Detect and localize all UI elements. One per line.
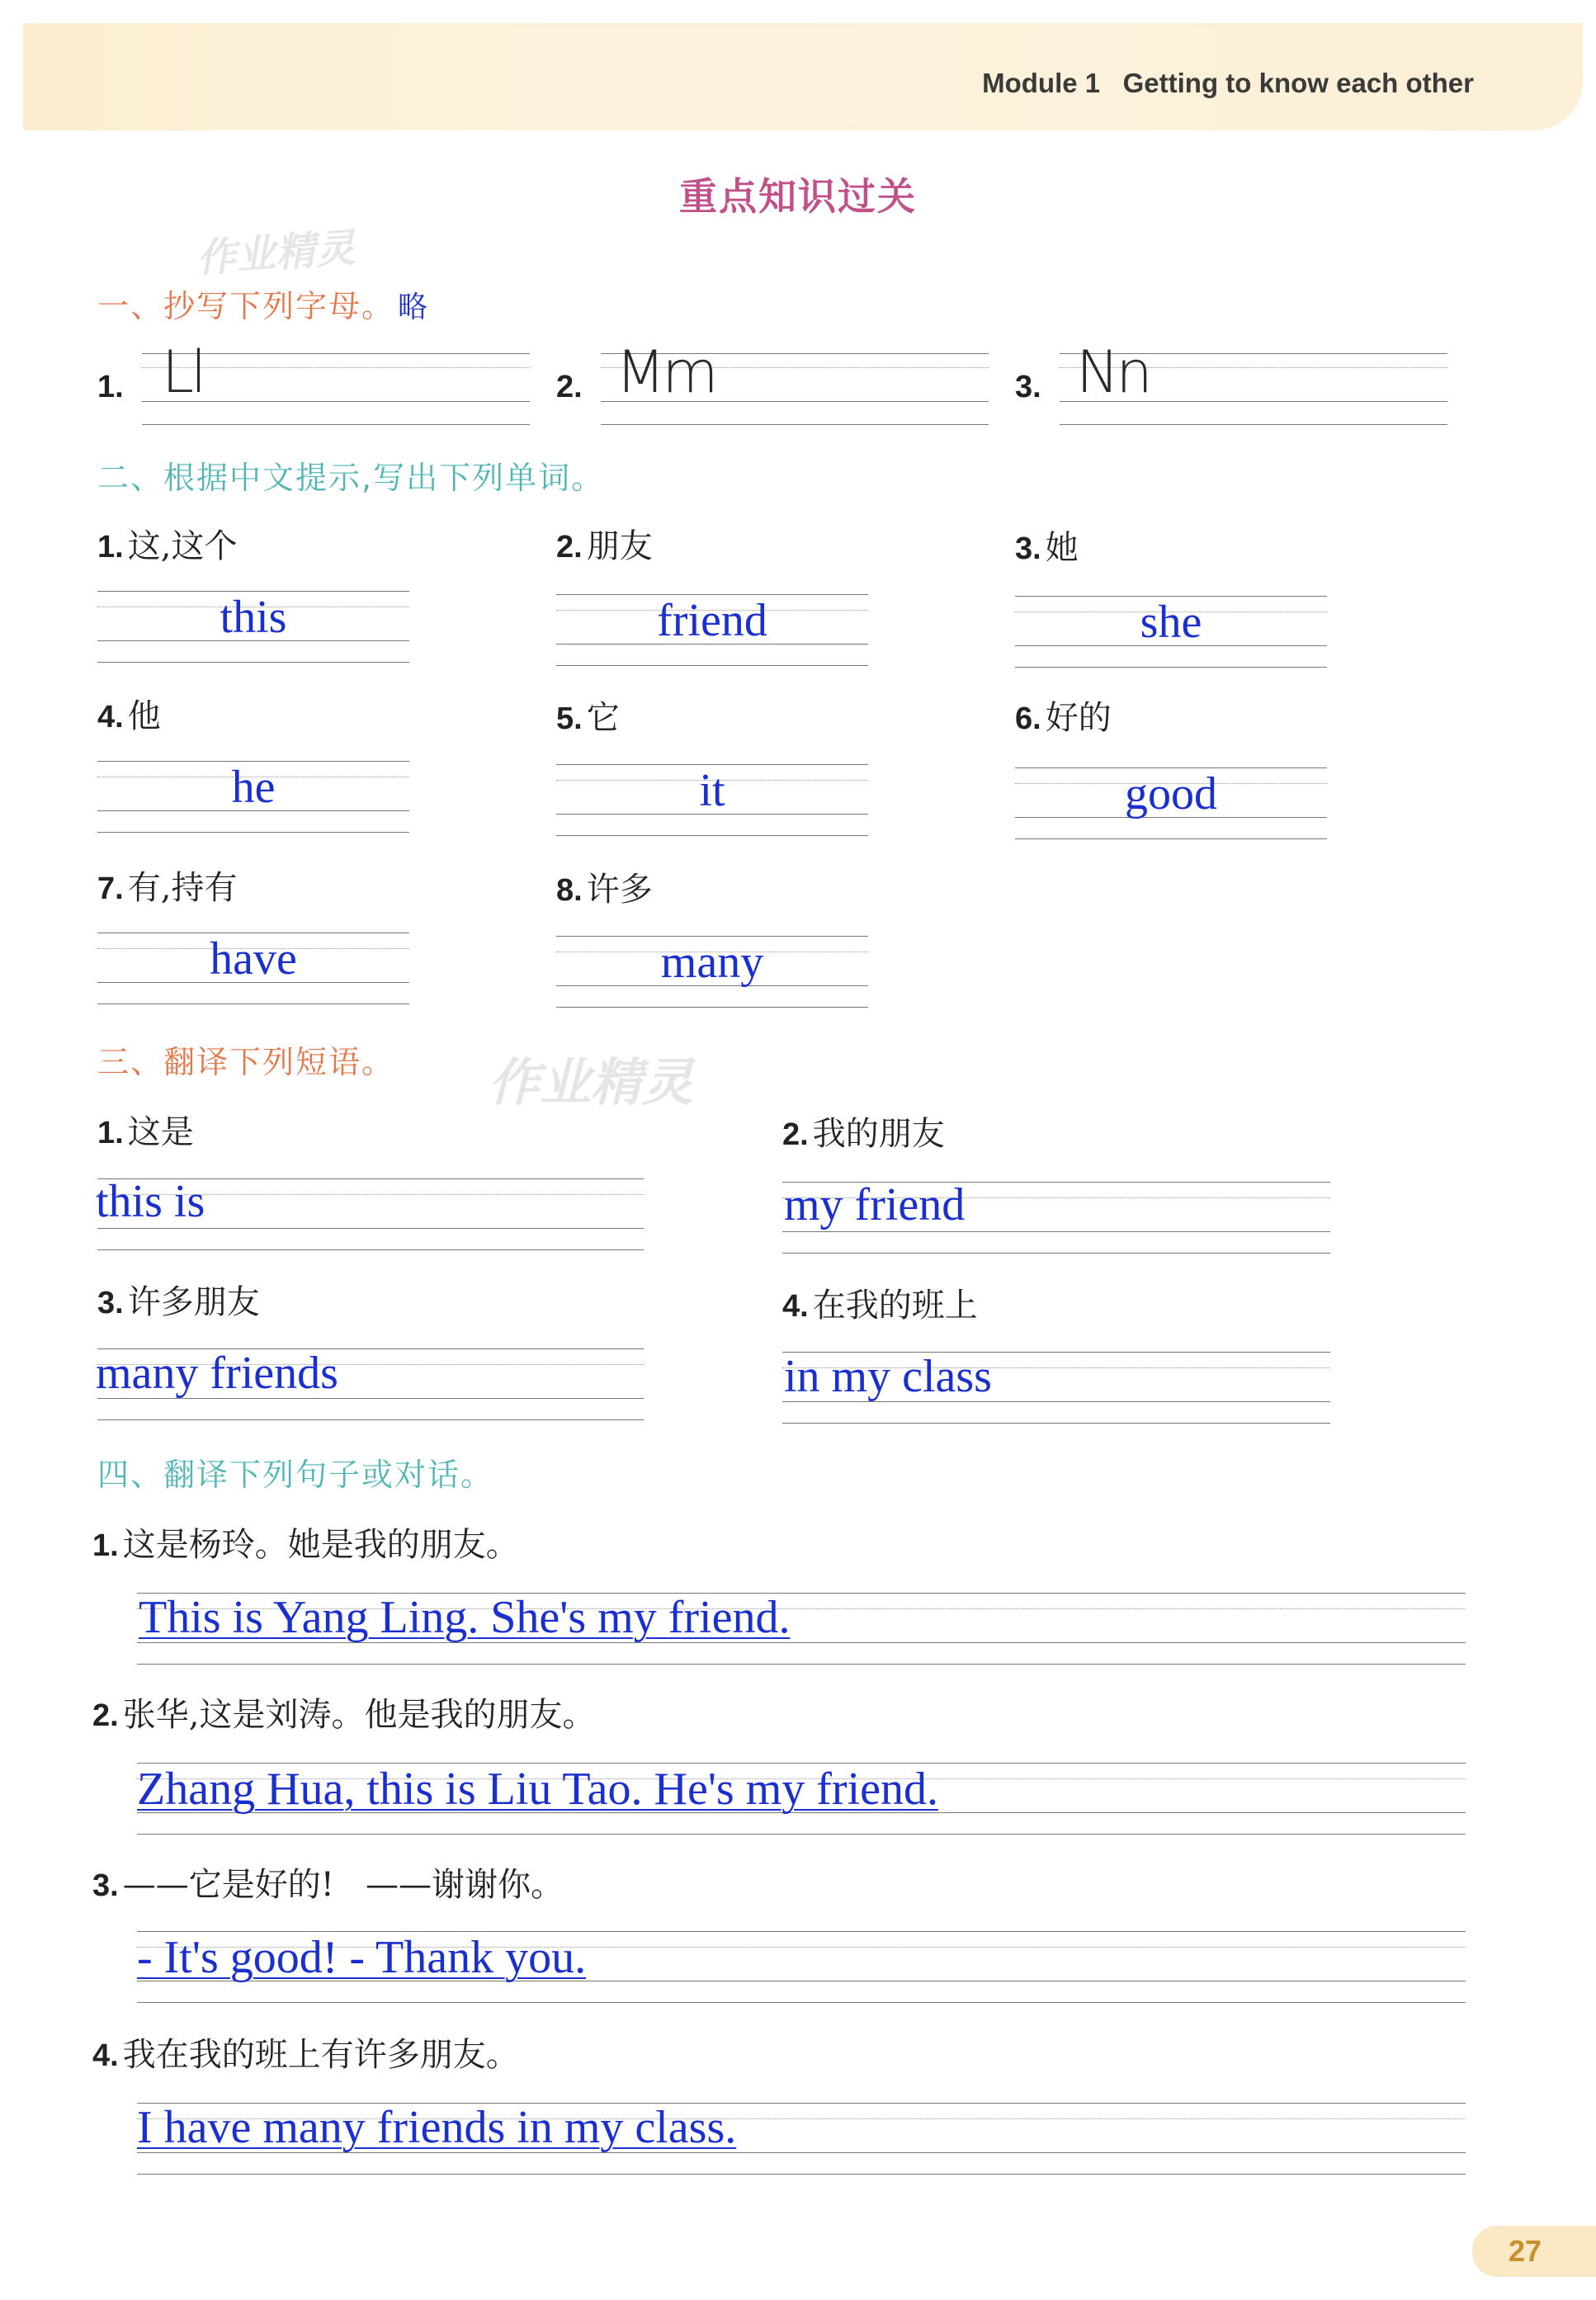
answer-text: Zhang Hua, this is Liu Tao. He's my friend. (137, 1764, 938, 1815)
item-number: 3. (1015, 370, 1041, 404)
answer-text: my friend (784, 1179, 966, 1230)
word-item: 3. 她 (1015, 529, 1079, 567)
answer-text: this (220, 592, 287, 643)
phrase-item: 2. 我的朋友 (782, 1115, 945, 1153)
watermark: 作业精灵 (195, 224, 357, 282)
answer-text: many friends (96, 1348, 338, 1399)
copy-letter: Ll (162, 338, 204, 406)
sentence-item: 4. 我在我的班上有许多朋友。 (92, 2036, 519, 2074)
answer-text: This is Yang Ling. She's my friend. (139, 1592, 791, 1643)
answer-text: it (699, 765, 725, 816)
answer-text: I have many friends in my class. (137, 2102, 737, 2153)
watermark: 作业精灵 (489, 1052, 694, 1112)
module-header: Module 1 Getting to know each other (982, 68, 1474, 98)
page-number: 27 (1472, 2226, 1596, 2277)
phrase-item: 4. 在我的班上 (782, 1287, 978, 1325)
answer-text: she (1140, 597, 1202, 648)
sentence-item: 1. 这是杨玲。她是我的朋友。 (92, 1526, 519, 1564)
word-item: 1. 这,这个 (97, 527, 238, 565)
section1-note: 略 (398, 290, 430, 324)
answer-text: friend (657, 595, 767, 646)
answer-text: good (1125, 768, 1217, 819)
word-item: 4. 他 (97, 697, 161, 735)
copy-letter: Mm (616, 338, 715, 406)
word-item: 6. 好的 (1015, 699, 1112, 737)
sentence-item: 3. ——它是好的! ——谢谢你。 (92, 1866, 564, 1904)
section3-heading: 三、翻译下列短语。 (97, 1044, 395, 1080)
page-title: 重点知识过关 (679, 174, 917, 219)
word-item: 2. 朋友 (556, 527, 653, 565)
section4-heading: 四、翻译下列句子或对话。 (97, 1457, 494, 1493)
phrase-item: 3. 许多朋友 (97, 1283, 260, 1321)
answer-text: many (660, 937, 764, 988)
word-item: 5. 它 (556, 699, 620, 737)
section1-heading: 一、抄写下列字母。 略 (97, 288, 430, 324)
section2-heading: 二、根据中文提示,写出下列单词。 (97, 460, 605, 496)
word-item: 7. 有,持有 (97, 869, 238, 907)
sentence-item: 2. 张华,这是刘涛。他是我的朋友。 (92, 1696, 596, 1734)
answer-text: this is (96, 1176, 205, 1227)
answer-text: he (231, 762, 276, 813)
answer-text: have (210, 933, 297, 985)
answer-text: in my class (784, 1351, 992, 1402)
copy-letter: Nn (1076, 338, 1150, 406)
item-number: 1. (97, 370, 124, 404)
word-item: 8. 许多 (556, 871, 653, 909)
answer-text: - It's good! - Thank you. (137, 1932, 587, 1983)
phrase-item: 1. 这是 (97, 1113, 194, 1151)
item-number: 2. (556, 370, 583, 404)
